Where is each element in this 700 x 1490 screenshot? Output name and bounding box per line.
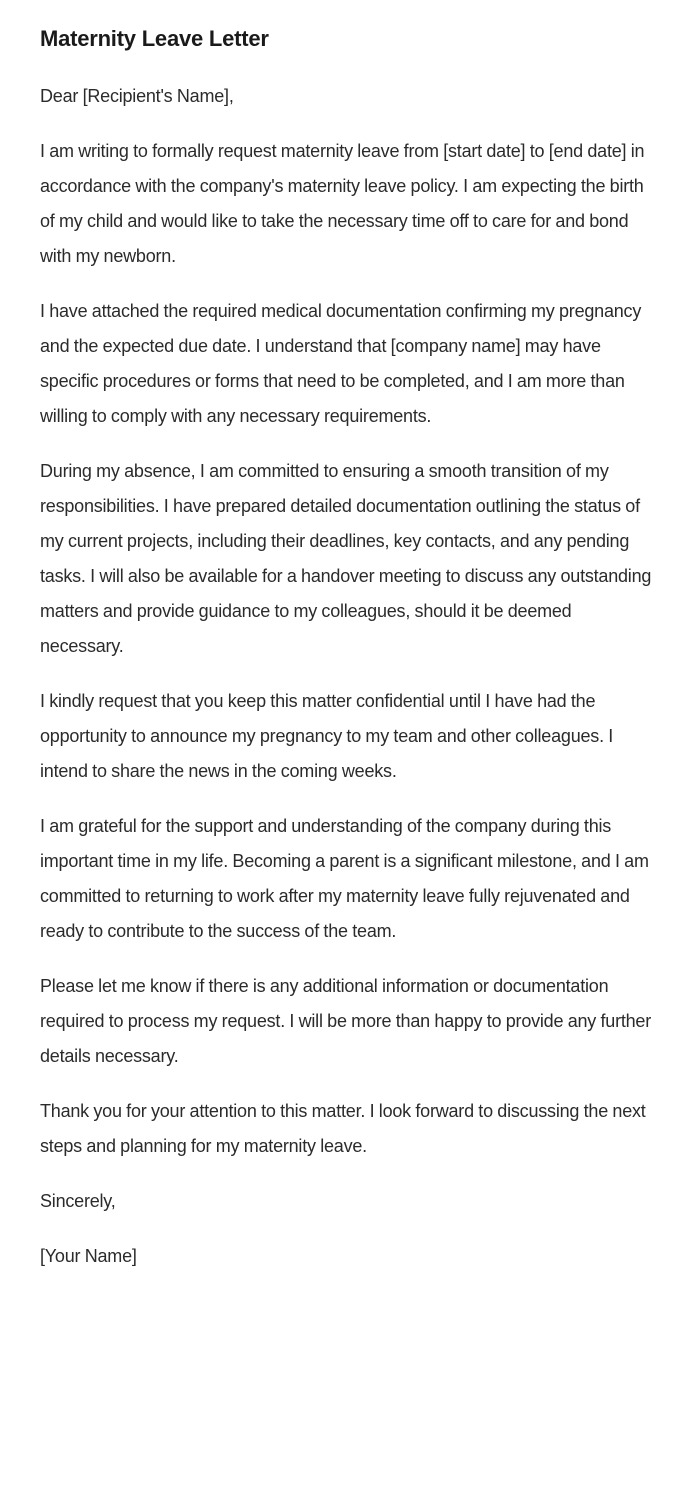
letter-closing: Sincerely, [40, 1191, 116, 1211]
letter-document [40, 26, 658, 1274]
letter-title: Maternity Leave Letter [40, 26, 269, 51]
letter-paragraph: Please let me know if there is any additional information or documentation required to process my request. I will be more than happy to provide any further details necessary. [40, 976, 652, 1066]
letter-paragraph: I am writing to formally request maternity leave from [start date] to [end date] in accordance with the company's maternity leave policy. I am expecting the birth of my child and would like to take the necessary time off to care for and bond with my newborn. [40, 141, 645, 266]
letter-paragraph: Thank you for your attention to this matter. I look forward to discussing the next steps and planning for my maternity leave. [40, 1101, 646, 1156]
letter-paragraph: I have attached the required medical documentation confirming my pregnancy and the expected due date. I understand that [company name] may have specific procedures or forms that need to be completed, and I am more than willing to comply with any necessary requirements. [40, 301, 642, 426]
letter-body [40, 134, 658, 1164]
letter-paragraph: I kindly request that you keep this matter confidential until I have had the opportunity to announce my pregnancy to my team and other colleagues. I intend to share the news in the coming weeks. [40, 691, 614, 781]
letter-paragraph: During my absence, I am committed to ensuring a smooth transition of my responsibilities. I have prepared detailed documentation outlining the status of my current projects, including their deadlines, key contacts, and any pending tasks. I will also be available for a handover meeting to discuss any outstanding matters and provide guidance to my colleagues, should it be deemed necessary. [40, 461, 652, 656]
letter-greeting: Dear [Recipient's Name], [40, 86, 234, 106]
letter-paragraph: I am grateful for the support and understanding of the company during this important time in my life. Becoming a parent is a significant milestone, and I am committed to returning to work after my maternity leave fully rejuvenated and ready to contribute to the success of the team. [40, 816, 649, 941]
letter-signature: [Your Name] [40, 1246, 137, 1266]
